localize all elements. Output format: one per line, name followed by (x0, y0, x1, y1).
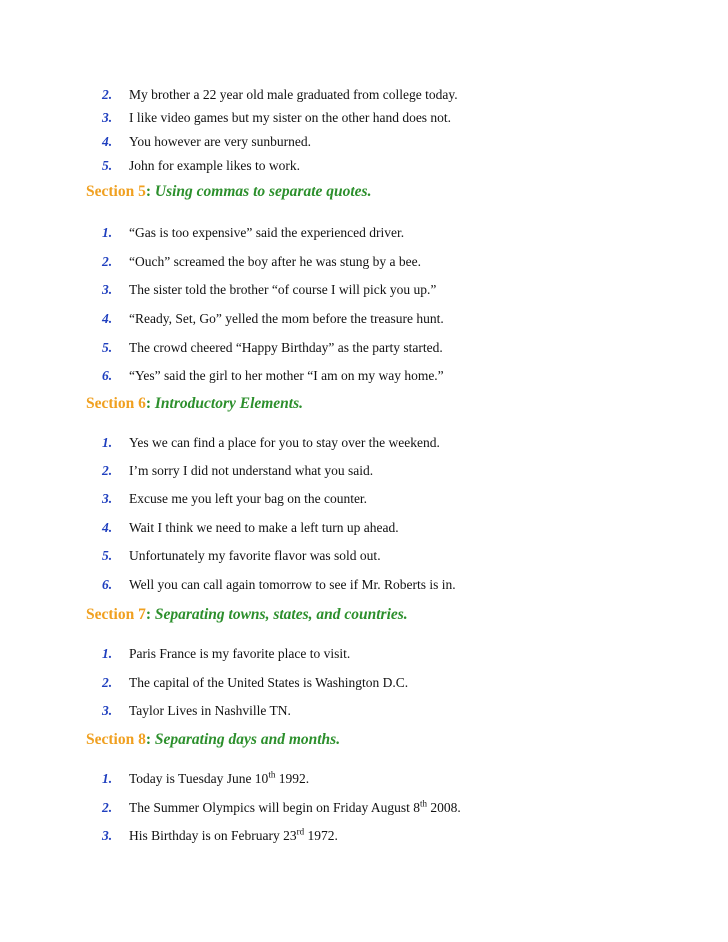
section-label: Section 7 (86, 606, 146, 623)
list-item (0, 575, 728, 595)
item-number: 1. (102, 225, 113, 240)
item-number: 5. (102, 158, 113, 173)
item-number: 3. (102, 282, 113, 297)
section-title: Separating days and months. (154, 731, 341, 748)
item-text (129, 769, 309, 789)
list-item (0, 132, 728, 152)
list-item (0, 309, 728, 329)
item-text (129, 826, 338, 846)
item-text: You however are very sunburned. (129, 134, 311, 149)
list-item (0, 701, 728, 721)
item-number: 1. (102, 771, 113, 786)
item-text: Unfortunately my favorite flavor was sold out. (129, 548, 381, 563)
item-number: 2. (102, 254, 113, 269)
item-number: 5. (102, 340, 113, 355)
item-text: “Yes” said the girl to her mother “I am on my way home.” (129, 368, 444, 383)
item-number: 2. (102, 463, 113, 478)
item-text: “Ouch” screamed the boy after he was stung by a bee. (129, 254, 422, 269)
item-number: 2. (102, 87, 113, 102)
item-text (129, 798, 461, 818)
item-text: John for example likes to work. (129, 158, 300, 173)
item-text-year: 1992. (275, 771, 310, 786)
item-text: I like video games but my sister on the other hand does not. (129, 110, 452, 125)
list-item (0, 108, 728, 128)
item-text-year: 1972. (304, 828, 338, 843)
item-number: 4. (102, 311, 113, 326)
section-colon: : (145, 395, 152, 412)
list-item (0, 518, 728, 538)
list-item (0, 252, 728, 272)
list-item (0, 798, 728, 818)
item-number: 3. (102, 110, 113, 125)
item-text: “Ready, Set, Go” yelled the mom before the treasure hunt. (129, 311, 444, 326)
item-number: 2. (102, 675, 113, 690)
item-text: The crowd cheered “Happy Birthday” as the party started. (129, 340, 443, 355)
list-item (0, 644, 728, 664)
item-number: 1. (102, 435, 113, 450)
item-text: Well you can call again tomorrow to see if Mr. Roberts is in. (129, 577, 456, 592)
section-5-heading (86, 181, 371, 203)
item-number: 3. (102, 703, 113, 718)
item-number: 2. (102, 800, 113, 815)
section-label: Section 8 (86, 731, 146, 748)
section-colon: : (145, 183, 152, 200)
list-item (0, 338, 728, 358)
item-text-main: The Summer Olympics will begin on Friday August 8 (129, 800, 420, 815)
section-8-heading (86, 729, 340, 751)
item-number: 4. (102, 520, 113, 535)
section-6-heading (86, 393, 303, 415)
section-colon: : (145, 606, 152, 623)
item-text: The sister told the brother “of course I will pick you up.” (129, 282, 437, 297)
list-item (0, 85, 728, 105)
ordinal-suffix: th (419, 798, 427, 809)
item-text: Taylor Lives in Nashville TN. (129, 703, 291, 718)
list-item (0, 546, 728, 566)
section-title: Using commas to separate quotes. (154, 183, 372, 200)
item-number: 6. (102, 577, 113, 592)
item-text: My brother a 22 year old male graduated from college today. (129, 87, 458, 102)
list-item (0, 826, 728, 846)
item-text-main: Today is Tuesday June 10 (129, 771, 269, 786)
item-text-year: 2008. (427, 800, 461, 815)
section-7-heading (86, 604, 408, 626)
list-item (0, 280, 728, 300)
section-colon: : (145, 731, 152, 748)
list-item (0, 673, 728, 693)
list-item (0, 489, 728, 509)
list-item (0, 433, 728, 453)
list-item (0, 156, 728, 176)
item-number: 3. (102, 828, 113, 843)
item-number: 3. (102, 491, 113, 506)
list-item (0, 461, 728, 481)
item-text: The capital of the United States is Washington D.C. (129, 675, 409, 690)
list-item (0, 223, 728, 243)
item-text-main: His Birthday is on February 23 (129, 828, 297, 843)
item-text: Yes we can find a place for you to stay over the weekend. (129, 435, 440, 450)
item-number: 6. (102, 368, 113, 383)
item-number: 4. (102, 134, 113, 149)
section-label: Section 5 (86, 183, 146, 200)
item-number: 1. (102, 646, 113, 661)
item-text: Wait I think we need to make a left turn up ahead. (129, 520, 399, 535)
list-item (0, 366, 728, 386)
list-item (0, 769, 728, 789)
item-number: 5. (102, 548, 113, 563)
section-label: Section 6 (86, 395, 146, 412)
ordinal-suffix: rd (296, 826, 305, 837)
item-text: Excuse me you left your bag on the counter. (129, 491, 368, 506)
ordinal-suffix: th (268, 769, 276, 780)
item-text: I’m sorry I did not understand what you said. (129, 463, 374, 478)
item-text: Paris France is my favorite place to visit. (129, 646, 351, 661)
section-title: Separating towns, states, and countries. (154, 606, 408, 623)
item-text: “Gas is too expensive” said the experienced driver. (129, 225, 405, 240)
section-title: Introductory Elements. (154, 395, 304, 412)
